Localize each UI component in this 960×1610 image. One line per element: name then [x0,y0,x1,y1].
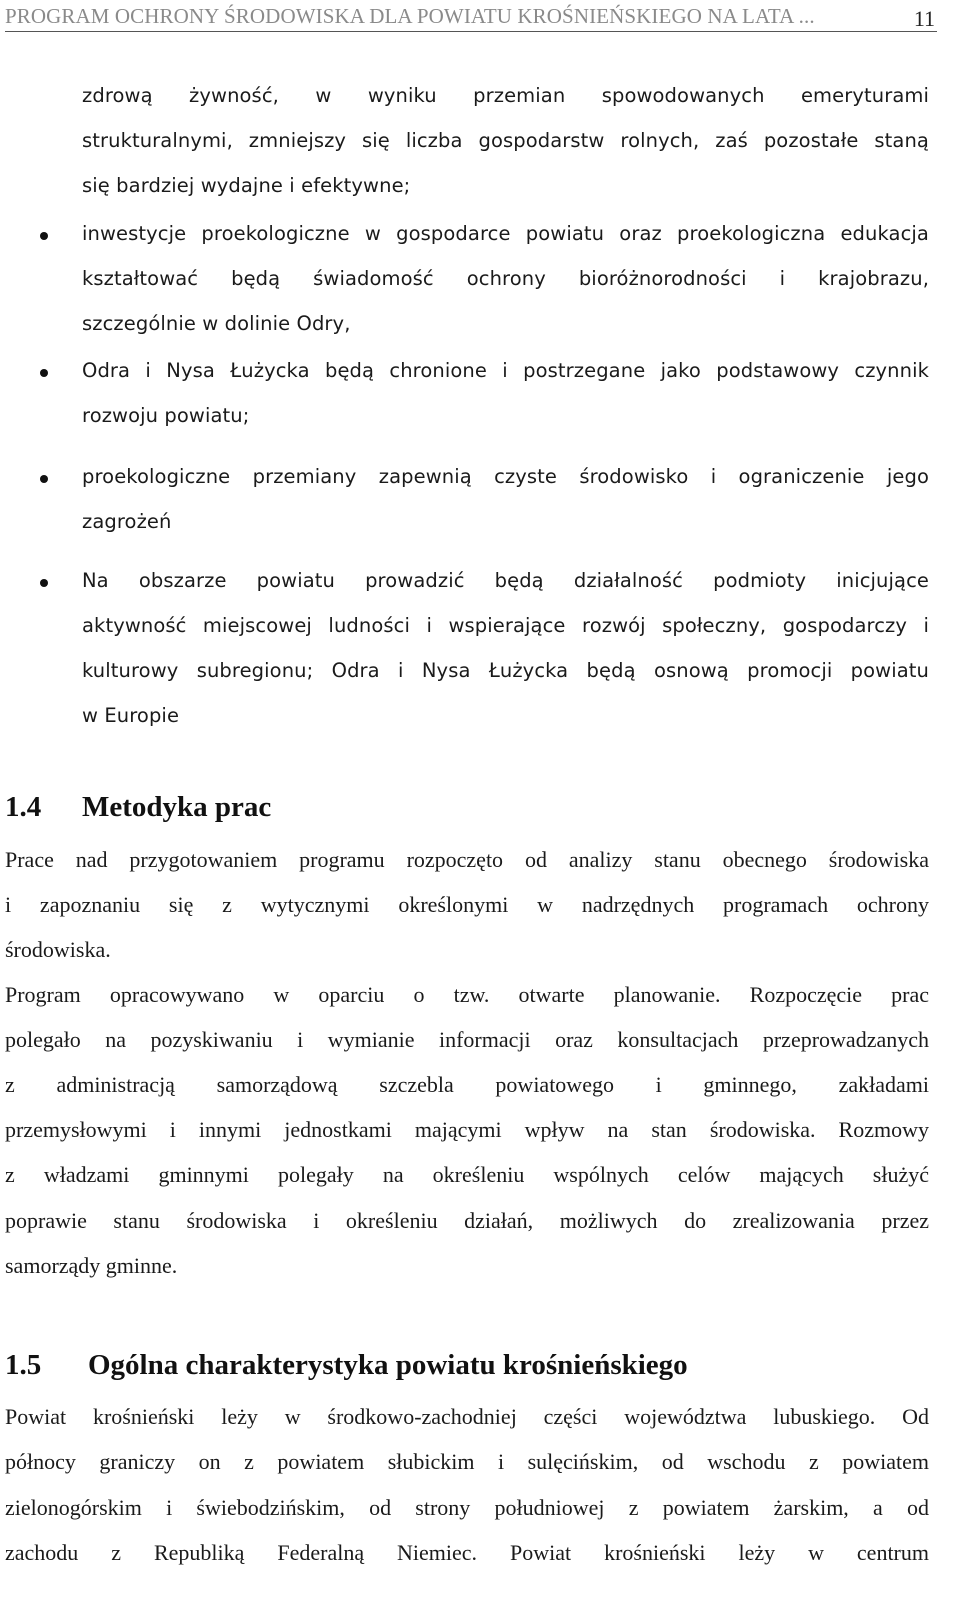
bullet-icon [40,232,48,240]
list-item-line: zagrożeń [82,510,172,533]
bullet-icon [40,475,48,483]
list-item-line: rozwoju powiatu; [82,404,250,427]
paragraph-line: przemysłowymi i innymi jednostkami mającymi wpływ na stan środowiska. Rozmowy [5,1117,929,1142]
paragraph-line: samorządy gminne. [5,1253,178,1278]
paragraph-line: z administracją samorządową szczebla powiatowego i gminnego, zakładami [5,1072,929,1097]
text-line: zdrową żywność, w wyniku przemian spowodowanych emeryturami [82,84,929,107]
list-item-line: Na obszarze powiatu prowadzić będą działalność podmioty inicjujące [82,569,929,592]
list-item-line: inwestycje proekologiczne w gospodarce powiatu oraz proekologiczna edukacja [82,222,929,245]
list-item-line: proekologiczne przemiany zapewnią czyste środowisko i ograniczenie jego [82,465,929,488]
bullet-icon [40,369,48,377]
section-heading [5,1349,765,1385]
list-item-line: Odra i Nysa Łużycka będą chronione i postrzegane jako podstawowy czynnik [82,359,929,382]
header-title: PROGRAM OCHRONY ŚRODOWISKA DLA POWIATU KROŚNIEŃSKIEGO NA LATA ... [5,4,815,28]
text-line: się bardziej wydajne i efektywne; [82,174,411,197]
section-number: 1.4 [5,791,42,823]
paragraph-line: środowiska. [5,937,111,962]
list-item-line: w Europie [82,704,180,727]
list-item-line: kształtować będą świadomość ochrony bioróżnorodności i krajobrazu, [82,267,929,290]
paragraph-line: poprawie stanu środowiska i określeniu działań, możliwych do zrealizowania przez [5,1208,929,1233]
page-header [5,3,937,32]
section-title: Ogólna charakterystyka powiatu krośnieńskiego [88,1349,688,1381]
section-heading [5,791,405,827]
paragraph-line: Prace nad przygotowaniem programu rozpoczęto od analizy stanu obecnego środowiska [5,847,929,872]
paragraph-line: północy graniczy on z powiatem słubickim i sulęcińskim, od wschodu z powiatem [5,1449,929,1474]
list-item-line: aktywność miejscowej ludności i wspierające rozwój społeczny, gospodarczy i [82,614,929,637]
paragraph-line: zachodu z Republiką Federalną Niemiec. Powiat krośnieński leży w centrum [5,1540,929,1565]
list-item-line: szczególnie w dolinie Odry, [82,312,351,335]
paragraph-line: zielonogórskim i świebodzińskim, od strony południowej z powiatem żarskim, a od [5,1495,929,1520]
section-number: 1.5 [5,1349,42,1381]
list-item-line: kulturowy subregionu; Odra i Nysa Łużycka będą osnową promocji powiatu [82,659,929,682]
paragraph-line: polegało na pozyskiwaniu i wymianie informacji oraz konsultacjach przeprowadzanych [5,1027,929,1052]
text-line: strukturalnymi, zmniejszy się liczba gospodarstw rolnych, zaś pozostałe staną [82,129,929,152]
bullet-icon [40,579,48,587]
paragraph-line: z władzami gminnymi polegały na określeniu wspólnych celów mających służyć [5,1162,929,1187]
paragraph-line: Program opracowywano w oparciu o tzw. otwarte planowanie. Rozpoczęcie prac [5,982,929,1007]
page-number: 11 [913,6,935,31]
paragraph-line: i zapoznaniu się z wytycznymi określonymi w nadrzędnych programach ochrony [5,892,929,917]
paragraph-line: Powiat krośnieński leży w środkowo-zachodniej części województwa lubuskiego. Od [5,1404,929,1429]
section-title: Metodyka prac [82,791,272,823]
